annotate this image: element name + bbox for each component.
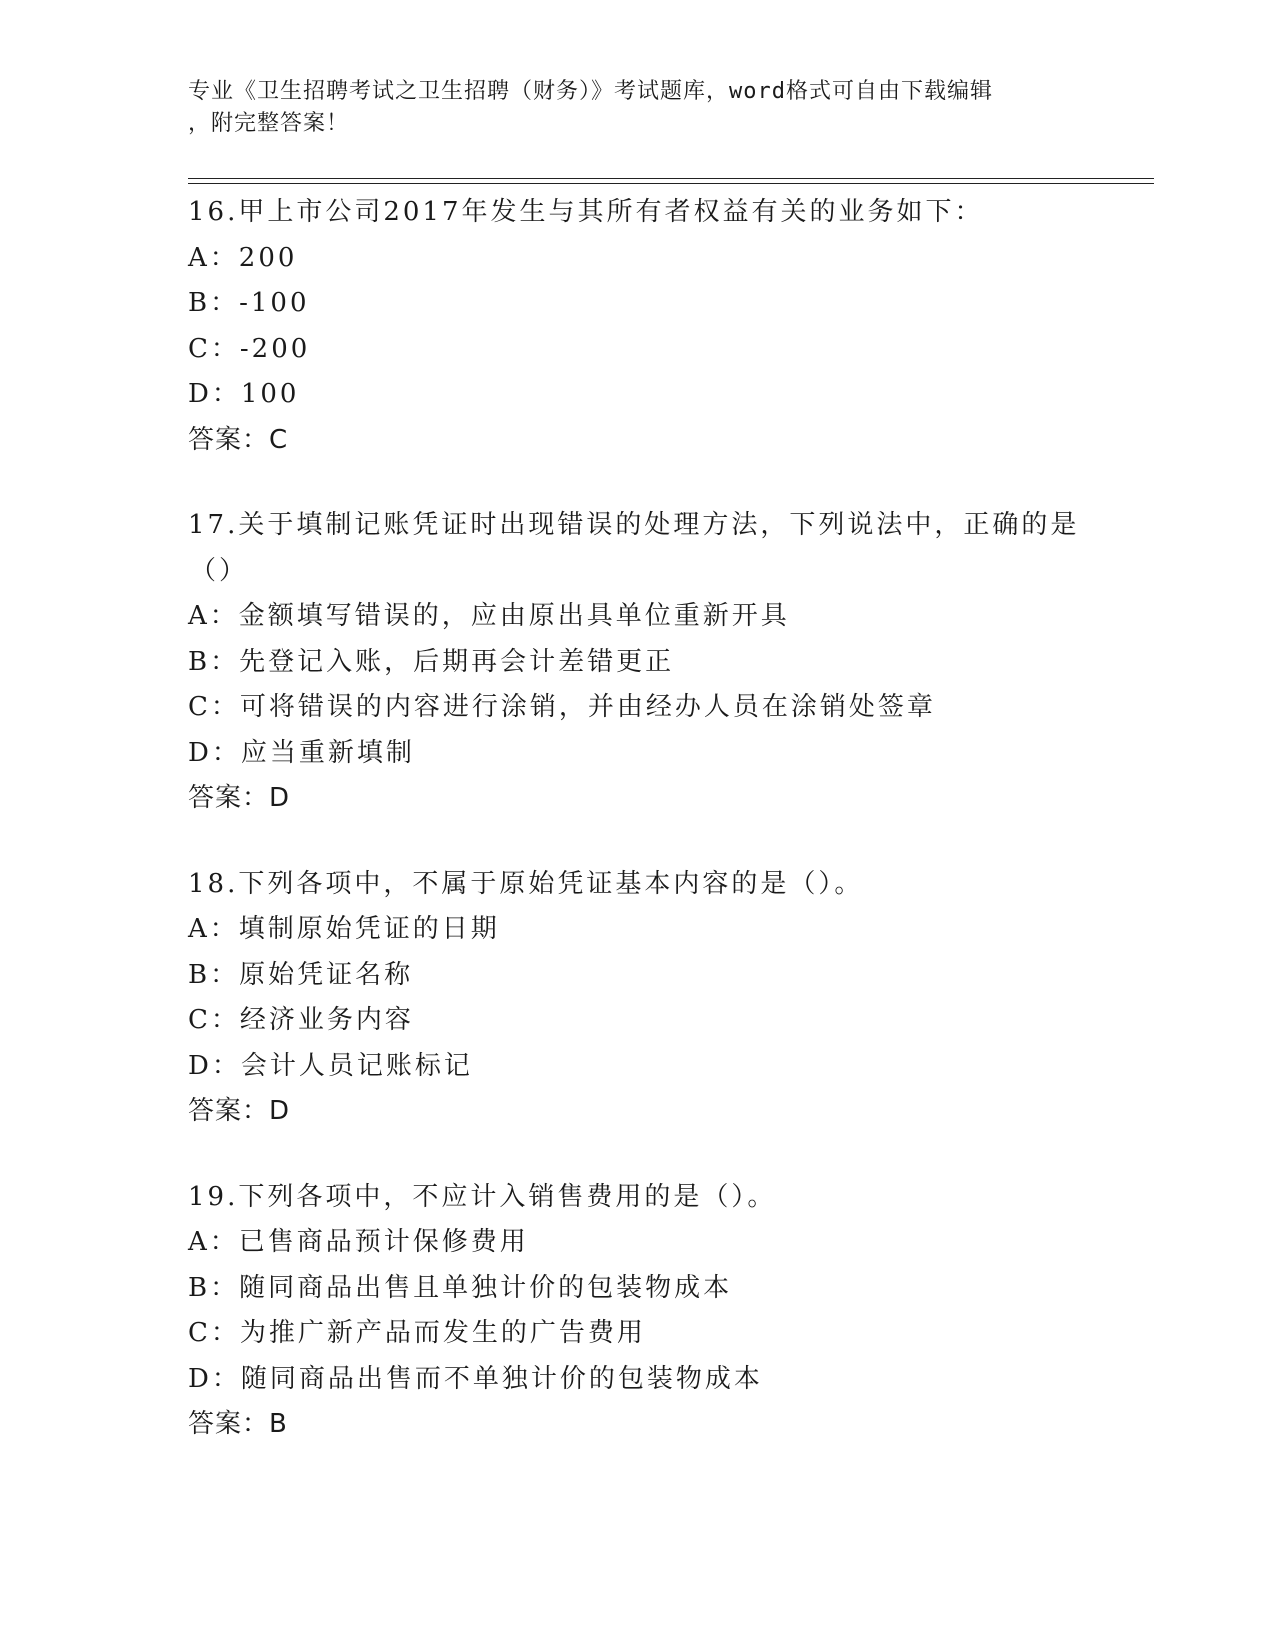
answer: 答案：C: [188, 424, 289, 455]
answer: 答案：D: [188, 1096, 291, 1126]
question-stem: 18.下列各项中，不属于原始凭证基本内容的是（）。: [188, 868, 864, 899]
option-d: D：随同商品出售而不单独计价的包装物成本: [188, 1363, 763, 1394]
question-stem-continuation: （）: [190, 555, 249, 586]
option-d: D：应当重新填制: [188, 737, 415, 768]
option-a: A：金额填写错误的，应由原出具单位重新开具: [188, 601, 790, 631]
option-a: A：200: [188, 242, 298, 273]
option-c: C：为推广新产品而发生的广告费用: [188, 1318, 646, 1348]
question-stem: 17.关于填制记账凭证时出现错误的处理方法，下列说法中，正确的是: [188, 510, 1080, 540]
header-divider-top: [188, 178, 1154, 179]
header-divider-bottom: [188, 183, 1154, 184]
question-17: [188, 503, 1088, 822]
option-b: B：原始凭证名称: [188, 959, 414, 990]
question-18: [188, 862, 1088, 1135]
option-c: C：-200: [188, 333, 311, 364]
answer: 答案：D: [188, 783, 291, 813]
option-a: A：填制原始凭证的日期: [188, 914, 500, 944]
question-stem: 16.甲上市公司2017年发生与其所有者权益有关的业务如下：: [188, 197, 984, 227]
answer: 答案：B: [188, 1409, 288, 1439]
option-d: D：100: [188, 379, 300, 409]
option-c: C：经济业务内容: [188, 1005, 414, 1035]
option-a: A：已售商品预计保修费用: [188, 1227, 529, 1257]
option-c: C：可将错误的内容进行涂销，并由经办人员在涂销处签章: [188, 692, 936, 722]
question-19: [188, 1175, 1088, 1448]
header-line-1: 专业《卫生招聘考试之卫生招聘（财务）》考试题库，word格式可自由下载编辑: [188, 79, 993, 104]
option-b: B：随同商品出售且单独计价的包装物成本: [188, 1272, 733, 1303]
question-stem: 19.下列各项中，不应计入销售费用的是（）。: [188, 1181, 777, 1212]
option-d: D：会计人员记账标记: [188, 1050, 473, 1081]
document-header: [188, 76, 1068, 140]
option-b: B：先登记入账，后期再会计差错更正: [188, 646, 675, 677]
header-line-2: ，附完整答案！: [188, 111, 350, 136]
option-b: B：-100: [188, 288, 310, 318]
question-16: [188, 190, 1088, 463]
question-list: [188, 190, 1088, 1488]
